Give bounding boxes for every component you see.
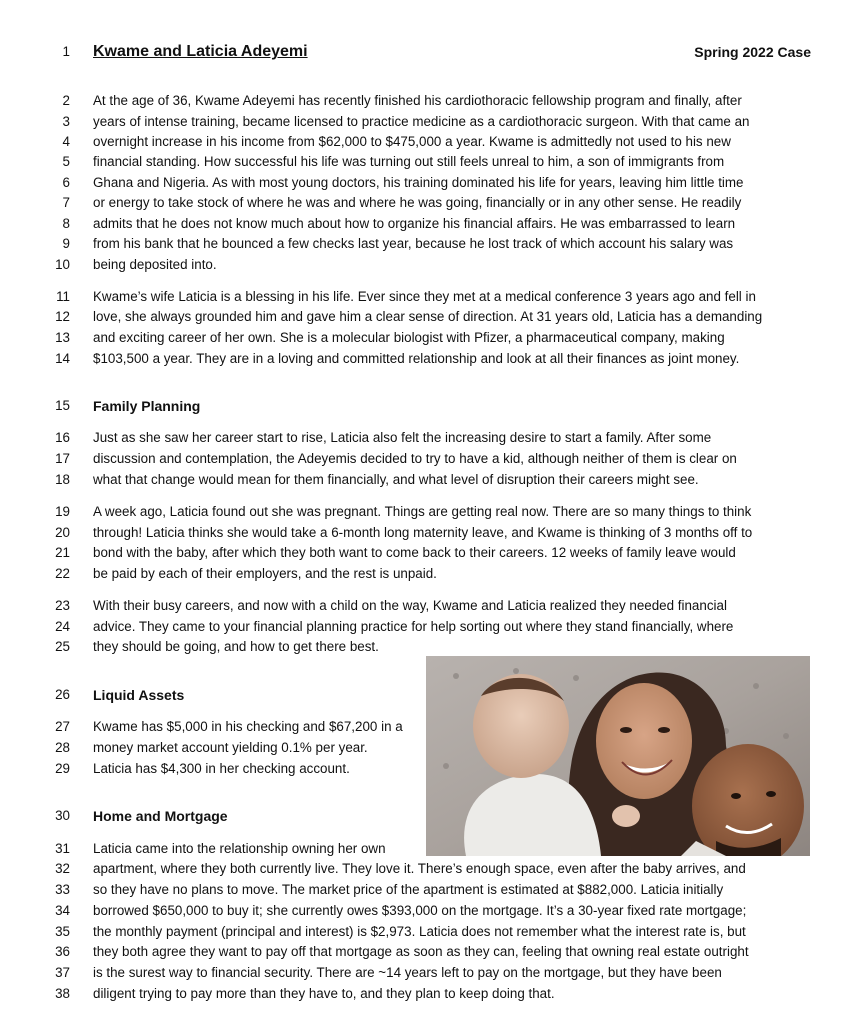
text-line [0,759,420,779]
text-line [0,91,845,111]
section-heading: Liquid Assets [93,687,185,703]
line-number: 7 [62,195,70,210]
text-line [0,564,845,584]
text-line [0,738,420,758]
line-text: bond with the baby, after which they both want to come back to their careers. 12 weeks of family leave would [93,545,736,560]
line-number: 3 [62,114,70,129]
text-line [0,307,845,327]
line-text: With their busy careers, and now with a child on the way, Kwame and Laticia realized they needed financial [93,598,727,613]
text-line [0,880,845,900]
line-text: be paid by each of their employers, and the rest is unpaid. [93,566,437,581]
text-line [0,328,845,348]
section-heading-line [0,396,845,416]
text-line [0,287,845,307]
doc-title-line [0,42,845,62]
text-line [0,349,845,369]
line-text: At the age of 36, Kwame Adeyemi has recently finished his cardiothoracic fellowship program and finally, after [93,93,742,108]
line-number: 25 [55,639,70,654]
line-text: and exciting career of her own. She is a molecular biologist with Pfizer, a pharmaceutical company, making [93,330,725,345]
case-label: Spring 2022 Case [694,44,811,60]
text-line [0,984,845,1004]
line-text: Kwame has $5,000 in his checking and $67,200 in a [93,719,403,734]
line-number: 12 [55,309,70,324]
line-number: 5 [62,154,70,169]
line-number: 4 [62,134,70,149]
line-number: 18 [55,472,70,487]
line-text: admits that he does not know much about how to organize his financial affairs. He was embarrassed to learn [93,216,736,231]
text-line [0,922,845,942]
text-line [0,637,845,657]
line-text: love, she always grounded him and gave him a clear sense of direction. At 31 years old, Laticia has a demanding [93,309,763,324]
page-title: Kwame and Laticia Adeyemi [93,43,308,60]
text-line [0,839,420,859]
line-number: 17 [55,451,70,466]
line-text: diligent trying to pay more than they have to, and they plan to keep doing that. [93,986,555,1001]
line-text: discussion and contemplation, the Adeyemis decided to try to have a kid, although neither of them is clear on [93,451,737,466]
line-number: 36 [55,944,70,959]
line-text: or energy to take stock of where he was and where he was going, financially or in any other sense. He readily [93,195,742,210]
line-number: 24 [55,619,70,634]
line-text: so they have no plans to move. The market price of the apartment is estimated at $882,000. Laticia initially [93,882,724,897]
line-number: 6 [62,175,70,190]
text-line [0,234,845,254]
line-number: 16 [55,430,70,445]
line-number: 14 [55,351,70,366]
line-text: Just as she saw her career start to rise, Laticia also felt the increasing desire to start a family. After some [93,430,712,445]
line-text: Laticia has $4,300 in her checking account. [93,761,350,776]
line-number: 37 [55,965,70,980]
line-text: through! Laticia thinks she would take a 6-month long maternity leave, and Kwame is thinking of 3 months off to [93,525,753,540]
line-number: 32 [55,861,70,876]
line-number: 21 [55,545,70,560]
text-line [0,859,845,879]
line-text: from his bank that he bounced a few checks last year, because he lost track of which account his salary was [93,236,734,251]
text-line [0,596,845,616]
line-text: they both agree they want to pay off that mortgage as soon as they can, feeling that owning real estate outright [93,944,749,959]
line-number: 19 [55,504,70,519]
line-number: 26 [55,687,70,702]
line-text: Laticia came into the relationship owning her own [93,841,386,856]
text-line [0,132,845,152]
text-line [0,112,845,132]
line-text: A week ago, Laticia found out she was pregnant. Things are getting real now. There are so many things to think [93,504,752,519]
section-heading: Family Planning [93,398,201,414]
line-number: 31 [55,841,70,856]
line-number: 27 [55,719,70,734]
line-number: 10 [55,257,70,272]
line-number: 33 [55,882,70,897]
line-number: 1 [62,44,70,59]
section-heading-line [0,806,420,826]
text-line [0,523,845,543]
line-text: overnight increase in his income from $62,000 to $475,000 a year. Kwame is admittedly not used to his new [93,134,731,149]
line-text: being deposited into. [93,257,217,272]
line-number: 29 [55,761,70,776]
line-number: 15 [55,398,70,413]
line-text: Ghana and Nigeria. As with most young doctors, his training dominated his life for years, leaving him little time [93,175,744,190]
line-text: $103,500 a year. They are in a loving and committed relationship and look at all their finances as joint money. [93,351,740,366]
line-number: 2 [62,93,70,108]
line-number: 34 [55,903,70,918]
text-line [0,214,845,234]
text-line [0,470,845,490]
text-line [0,942,845,962]
text-line [0,901,845,921]
line-text: borrowed $650,000 to buy it; she currently owes $393,000 on the mortgage. It’s a 30-year fixed rate mortgage; [93,903,747,918]
section-heading-line [0,685,420,705]
line-text: Kwame’s wife Laticia is a blessing in his life. Ever since they met at a medical conference 3 years ago and fell in [93,289,756,304]
text-line [0,255,845,275]
line-number: 23 [55,598,70,613]
text-line [0,617,845,637]
line-text: they should be going, and how to get there best. [93,639,379,654]
line-text: is the surest way to financial security. There are ~14 years left to pay on the mortgage, but they have been [93,965,722,980]
text-line [0,449,845,469]
line-number: 38 [55,986,70,1001]
text-line [0,502,845,522]
text-line [0,543,845,563]
line-number: 20 [55,525,70,540]
line-number: 35 [55,924,70,939]
line-text: years of intense training, became licensed to practice medicine as a cardiothoracic surgeon. With that came an [93,114,750,129]
text-line [0,152,845,172]
text-line [0,173,845,193]
line-number: 22 [55,566,70,581]
line-number: 11 [56,289,70,304]
line-text: advice. They came to your financial planning practice for help sorting out where they stand financially, where [93,619,734,634]
text-line [0,193,845,213]
line-number: 8 [62,216,70,231]
line-number: 30 [55,808,70,823]
line-number: 13 [55,330,70,345]
text-line [0,717,420,737]
line-text: apartment, where they both currently live. They love it. There’s enough space, even after the baby arrives, and [93,861,746,876]
family-photo [426,656,810,856]
line-number: 28 [55,740,70,755]
line-text: money market account yielding 0.1% per year. [93,740,368,755]
line-number: 9 [62,236,70,251]
text-line [0,963,845,983]
text-line [0,428,845,448]
line-text: the monthly payment (principal and interest) is $2,973. Laticia does not remember what the interest rate is, but [93,924,746,939]
section-heading: Home and Mortgage [93,808,228,824]
line-text: financial standing. How successful his life was turning out still feels unreal to him, a son of immigrants from [93,154,725,169]
line-text: what that change would mean for them financially, and what level of disruption their careers might see. [93,472,699,487]
